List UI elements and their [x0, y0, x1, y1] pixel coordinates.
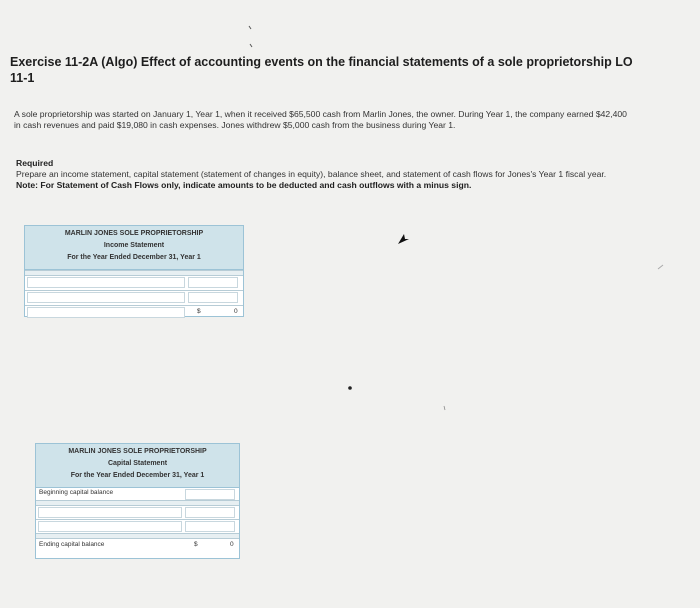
note-text: Note: For Statement of Cash Flows only, indicate amounts to be deducted and cash outflows with a minus sign. [16, 180, 472, 190]
income-row-2-label-input[interactable] [27, 292, 185, 303]
income-row-2-amount-input[interactable] [188, 292, 238, 303]
capital-statement-period: For the Year Ended December 31, Year 1 [70, 472, 205, 479]
capital-statement-company: MARLIN JONES SOLE PROPRIETORSHIP [68, 448, 207, 455]
capital-statement-body [36, 488, 239, 553]
capital-row-2-label-input[interactable] [38, 521, 182, 532]
required-section [16, 158, 636, 191]
table-row [36, 505, 239, 519]
required-text: Prepare an income statement, capital statement (statement of changes in equity), balance sheet, and statement of cash flows for Jones's Year 1 fiscal year. [16, 169, 607, 179]
table-row [25, 305, 243, 320]
income-statement-body [25, 270, 243, 317]
exercise-title: Exercise 11-2A (Algo) Effect of accounting events on the financial statements of a sole proprietorship LO 11-1 [10, 55, 633, 85]
income-statement-header [25, 226, 243, 270]
capital-row-2-amount-input[interactable] [185, 521, 235, 532]
table-row [36, 488, 239, 500]
beginning-capital-label: Beginning capital balance [39, 489, 114, 496]
capital-row-1-label-input[interactable] [38, 507, 182, 518]
capital-statement-name: Capital Statement [107, 460, 168, 467]
capital-statement-table [35, 443, 240, 559]
income-row-1-label-input[interactable] [27, 277, 185, 288]
income-total-value: 0 [234, 308, 238, 315]
table-row [25, 275, 243, 290]
dot-mark-icon [347, 385, 353, 391]
decorative-mark-icon [246, 24, 256, 52]
capital-statement-header [36, 444, 239, 488]
ending-capital-currency: $ [194, 541, 198, 548]
income-statement-name: Income Statement [103, 242, 165, 249]
small-tick-icon [442, 405, 448, 411]
income-row-1-amount-input[interactable] [188, 277, 238, 288]
problem-description: A sole proprietorship was started on January 1, Year 1, when it received $65,500 cash from Marlin Jones, the owner. During Year 1, the company earned $42,400 in cash revenues and paid $19,080 in cash expenses. Jones withdrew $5,000 cash from the business during Year 1. [14, 109, 627, 130]
table-row [36, 519, 239, 533]
income-total-label-input[interactable] [27, 307, 185, 318]
income-statement-table [24, 225, 244, 317]
mouse-cursor-icon [396, 232, 410, 246]
beginning-capital-amount-input[interactable] [185, 489, 235, 500]
income-statement-company: MARLIN JONES SOLE PROPRIETORSHIP [64, 230, 204, 237]
table-row [36, 538, 239, 553]
faint-mark-icon [657, 263, 665, 271]
income-total-currency: $ [197, 308, 201, 315]
table-row [25, 290, 243, 305]
ending-capital-value: 0 [230, 541, 234, 548]
ending-capital-label: Ending capital balance [39, 541, 105, 548]
income-statement-period: For the Year Ended December 31, Year 1 [67, 254, 201, 261]
capital-row-1-amount-input[interactable] [185, 507, 235, 518]
required-heading: Required [16, 158, 54, 168]
